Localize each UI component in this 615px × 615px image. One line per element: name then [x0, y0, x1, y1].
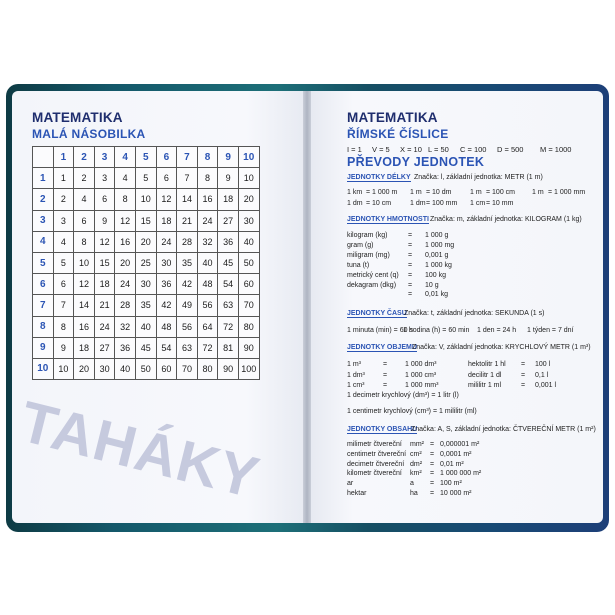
- table-cell: 6: [74, 210, 95, 231]
- area-cell: centimetr čtvereční: [347, 450, 407, 458]
- area-cell: dm²: [410, 460, 423, 468]
- volume-cell: decilitr 1 dl: [468, 371, 502, 379]
- table-cell: 3: [53, 210, 74, 231]
- table-row-header: 4: [33, 231, 54, 252]
- table-cell: 6: [156, 168, 177, 189]
- table-cell: 3: [94, 168, 115, 189]
- table-header-cell: [33, 147, 54, 168]
- table-cell: 72: [197, 337, 218, 358]
- table-cell: 30: [156, 252, 177, 273]
- table-cell: 100: [238, 358, 259, 379]
- table-cell: 50: [135, 358, 156, 379]
- area-cell: =: [430, 470, 435, 478]
- table-cell: 27: [218, 210, 239, 231]
- time-item: 1 týden = 7 dní: [527, 327, 574, 334]
- table-cell: 8: [53, 316, 74, 337]
- table-row-header: 1: [33, 168, 54, 189]
- area-cell: 10 000 m²: [440, 490, 472, 497]
- table-cell: 18: [74, 337, 95, 358]
- volume-cell: =: [383, 361, 388, 368]
- table-cell: 27: [94, 337, 115, 358]
- volume-note-litre: 1 decimetr krychlový (dm³) = 1 litr (l): [347, 392, 459, 399]
- conversions-title: PŘEVODY JEDNOTEK: [347, 155, 485, 169]
- area-cell: milimetr čtvereční: [347, 441, 402, 448]
- table-cell: 32: [115, 316, 136, 337]
- table-cell: 30: [94, 358, 115, 379]
- length-cell: 1 m: [470, 189, 482, 196]
- table-cell: 6: [53, 274, 74, 295]
- table-cell: 56: [177, 316, 198, 337]
- table-cell: 36: [115, 337, 136, 358]
- table-cell: 42: [156, 295, 177, 316]
- table-cell: 16: [115, 231, 136, 252]
- table-cell: 72: [218, 316, 239, 337]
- multiplication-table: [32, 146, 260, 380]
- volume-section-label: JEDNOTKY OBJEMU: [347, 344, 417, 351]
- table-cell: 9: [94, 210, 115, 231]
- table-cell: 49: [177, 295, 198, 316]
- table-cell: 20: [135, 231, 156, 252]
- table-cell: 18: [156, 210, 177, 231]
- table-cell: 15: [94, 252, 115, 273]
- length-cell: = 10 dm: [426, 189, 452, 196]
- length-cell: 1 km: [347, 189, 363, 196]
- table-cell: 70: [238, 295, 259, 316]
- area-cell: =: [430, 490, 435, 497]
- area-cell: decimetr čtvereční: [347, 460, 405, 468]
- volume-cell: 1 000 dm³: [405, 361, 437, 368]
- time-section-label: JEDNOTKY ČASU: [347, 310, 407, 317]
- mass-equals: =: [408, 271, 413, 279]
- area-cell: =: [430, 480, 435, 488]
- table-cell: 4: [115, 168, 136, 189]
- roman-numeral: D = 500: [497, 145, 524, 154]
- table-cell: 90: [238, 337, 259, 358]
- volume-cell: =: [521, 371, 526, 379]
- table-cell: 45: [135, 337, 156, 358]
- mass-section-label: JEDNOTKY HMOTNOSTI: [347, 216, 429, 223]
- volume-cell: 0,001 l: [535, 382, 557, 389]
- roman-numeral: I = 1: [347, 145, 362, 154]
- area-cell: =: [430, 450, 435, 458]
- table-row: [33, 210, 260, 231]
- area-cell: km²: [410, 470, 422, 478]
- area-cell: =: [430, 441, 435, 448]
- table-cell: 16: [197, 189, 218, 210]
- volume-section-desc: Značka: V, základní jednotka: KRYCHLOVÝ METR (1 m³): [412, 344, 591, 351]
- table-cell: 54: [218, 274, 239, 295]
- length-cell: = 1 000 mm: [548, 189, 586, 196]
- table-cell: 8: [74, 231, 95, 252]
- area-cell: 1 000 000 m²: [440, 470, 482, 478]
- area-cell: 0,000001 m²: [440, 441, 480, 448]
- table-cell: 21: [94, 295, 115, 316]
- table-cell: 35: [177, 252, 198, 273]
- table-cell: 20: [74, 358, 95, 379]
- table-cell: 2: [74, 168, 95, 189]
- table-cell: 81: [218, 337, 239, 358]
- table-row: [33, 168, 260, 189]
- table-cell: 80: [197, 358, 218, 379]
- table-header-cell: 10: [238, 147, 259, 168]
- watermark: TAHÁKY: [14, 388, 266, 511]
- volume-cell: 1 000 mm³: [405, 382, 439, 389]
- mass-unit: metrický cent (q): [347, 271, 399, 279]
- mass-equals: =: [408, 251, 413, 259]
- table-cell: 42: [177, 274, 198, 295]
- volume-cell: 1 dm³: [347, 371, 365, 379]
- area-cell: cm²: [410, 450, 422, 458]
- table-row-header: 10: [33, 358, 54, 379]
- table-cell: 12: [94, 231, 115, 252]
- length-section-label: JEDNOTKY DÉLKY: [347, 174, 411, 181]
- table-row: [33, 295, 260, 316]
- left-page-subtitle: MALÁ NÁSOBILKA: [32, 127, 146, 141]
- volume-cell: =: [521, 382, 526, 389]
- length-cell: 1 m: [410, 189, 422, 196]
- mass-value: 1 000 mg: [425, 241, 455, 249]
- table-cell: 30: [135, 274, 156, 295]
- table-header-cell: 3: [94, 147, 115, 168]
- table-cell: 14: [177, 189, 198, 210]
- area-cell: kilometr čtvereční: [347, 470, 402, 478]
- table-cell: 80: [238, 316, 259, 337]
- table-cell: 28: [177, 231, 198, 252]
- volume-cell: =: [383, 382, 388, 389]
- volume-cell: 0,1 l: [535, 371, 549, 379]
- table-header-cell: 1: [53, 147, 74, 168]
- table-header-cell: 8: [197, 147, 218, 168]
- mass-unit: tuna (t): [347, 261, 370, 269]
- area-cell: a: [410, 480, 414, 488]
- length-cell: 1 dm: [410, 200, 426, 207]
- table-cell: 4: [74, 189, 95, 210]
- volume-cell: 100 l: [535, 361, 551, 368]
- table-cell: 9: [218, 168, 239, 189]
- table-cell: 9: [53, 337, 74, 358]
- mass-equals: =: [408, 291, 413, 299]
- area-cell: hektar: [347, 490, 367, 497]
- volume-cell: =: [383, 371, 388, 379]
- table-cell: 8: [197, 168, 218, 189]
- table-cell: 16: [74, 316, 95, 337]
- length-cell: = 100 cm: [486, 189, 515, 196]
- table-cell: 60: [238, 274, 259, 295]
- mass-section-desc: Značka: m, základní jednotka: KILOGRAM (1 kg): [430, 216, 582, 223]
- area-cell: ar: [347, 480, 354, 488]
- table-header-cell: 9: [218, 147, 239, 168]
- area-section-label: JEDNOTKY OBSAHU: [347, 426, 418, 433]
- table-cell: 24: [115, 274, 136, 295]
- roman-numeral: C = 100: [460, 145, 487, 154]
- mass-value: 10 g: [425, 281, 439, 289]
- table-cell: 6: [94, 189, 115, 210]
- roman-numeral: M = 1000: [540, 145, 572, 154]
- mass-unit: kilogram (kg): [347, 232, 388, 239]
- table-cell: 10: [53, 358, 74, 379]
- left-page-title: MATEMATIKA: [32, 110, 123, 125]
- volume-cell: hektolitr 1 hl: [468, 361, 506, 368]
- table-row-header: 9: [33, 337, 54, 358]
- volume-cell: 1 m³: [347, 361, 361, 368]
- table-cell: 48: [156, 316, 177, 337]
- table-row-header: 7: [33, 295, 54, 316]
- table-cell: 36: [218, 231, 239, 252]
- table-row-header: 3: [33, 210, 54, 231]
- table-cell: 48: [197, 274, 218, 295]
- table-cell: 7: [177, 168, 198, 189]
- mass-unit: dekagram (dkg): [347, 281, 397, 289]
- area-cell: ha: [410, 490, 418, 497]
- table-header-cell: 7: [177, 147, 198, 168]
- mass-value: 0,01 kg: [425, 291, 448, 299]
- table-header-cell: 4: [115, 147, 136, 168]
- table-row: [33, 358, 260, 379]
- mass-equals: =: [408, 232, 413, 239]
- roman-numeral: V = 5: [372, 145, 390, 154]
- table-header-cell: 5: [135, 147, 156, 168]
- volume-cell: mililitr 1 ml: [468, 382, 502, 389]
- right-page-title: MATEMATIKA: [347, 110, 438, 125]
- table-row: [33, 337, 260, 358]
- mass-equals: =: [408, 261, 413, 269]
- area-cell: mm²: [410, 441, 424, 448]
- table-cell: 40: [197, 252, 218, 273]
- table-cell: 12: [74, 274, 95, 295]
- time-item: 1 den = 24 h: [477, 327, 517, 334]
- table-cell: 5: [53, 252, 74, 273]
- table-cell: 24: [156, 231, 177, 252]
- table-cell: 45: [218, 252, 239, 273]
- roman-numeral: L = 50: [428, 145, 449, 154]
- table-cell: 56: [197, 295, 218, 316]
- area-cell: 100 m²: [440, 480, 462, 488]
- table-row-header: 6: [33, 274, 54, 295]
- table-cell: 10: [135, 189, 156, 210]
- mass-value: 100 kg: [425, 271, 447, 279]
- table-cell: 24: [94, 316, 115, 337]
- time-item: 1 minuta (min) = 60 s: [347, 327, 413, 334]
- length-cell: 1 cm: [470, 200, 486, 207]
- area-cell: 0,0001 m²: [440, 450, 472, 458]
- table-cell: 25: [135, 252, 156, 273]
- length-cell: = 1 000 m: [366, 189, 398, 196]
- mass-unit: gram (g): [347, 241, 374, 249]
- table-cell: 18: [218, 189, 239, 210]
- mass-equals: =: [408, 241, 413, 249]
- time-item: 1 hodina (h) = 60 min: [403, 327, 470, 334]
- table-header-cell: 2: [74, 147, 95, 168]
- table-cell: 15: [135, 210, 156, 231]
- table-cell: 36: [156, 274, 177, 295]
- length-cell: 1 m: [532, 189, 544, 196]
- table-row-header: 5: [33, 252, 54, 273]
- table-cell: 12: [156, 189, 177, 210]
- table-row: [33, 252, 260, 273]
- table-cell: 12: [115, 210, 136, 231]
- mass-value: 0,001 g: [425, 251, 449, 259]
- table-cell: 20: [238, 189, 259, 210]
- table-cell: 8: [115, 189, 136, 210]
- table-row-header: 2: [33, 189, 54, 210]
- volume-cell: 1 000 cm³: [405, 371, 437, 379]
- table-cell: 21: [177, 210, 198, 231]
- table-row: [33, 316, 260, 337]
- table-cell: 10: [238, 168, 259, 189]
- table-cell: 40: [115, 358, 136, 379]
- table-cell: 40: [135, 316, 156, 337]
- length-section-desc: Značka: l, základní jednotka: METR (1 m): [414, 174, 543, 181]
- length-cell: = 10 mm: [486, 200, 514, 207]
- roman-numeral: X = 10: [400, 145, 422, 154]
- table-cell: 10: [74, 252, 95, 273]
- table-cell: 40: [238, 231, 259, 252]
- volume-cell: 1 cm³: [347, 382, 365, 389]
- table-cell: 64: [197, 316, 218, 337]
- roman-numerals-title: ŘÍMSKÉ ČÍSLICE: [347, 127, 449, 141]
- time-section-desc: Značka: t, základní jednotka: SEKUNDA (1 s): [404, 310, 545, 317]
- mass-unit: miligram (mg): [347, 251, 390, 259]
- table-cell: 54: [156, 337, 177, 358]
- table-header-row: [33, 147, 260, 168]
- length-cell: = 10 cm: [366, 200, 392, 207]
- table-cell: 4: [53, 231, 74, 252]
- table-header-cell: 6: [156, 147, 177, 168]
- mass-value: 1 000 kg: [425, 261, 452, 269]
- table-cell: 2: [53, 189, 74, 210]
- table-cell: 20: [115, 252, 136, 273]
- length-cell: = 100 mm: [426, 200, 458, 207]
- table-cell: 63: [218, 295, 239, 316]
- table-cell: 18: [94, 274, 115, 295]
- volume-cell: =: [521, 361, 526, 368]
- volume-note-millilitre: 1 centimetr krychlový (cm³) = 1 mililitr (ml): [347, 408, 477, 415]
- table-cell: 14: [74, 295, 95, 316]
- table-cell: 60: [156, 358, 177, 379]
- table-cell: 24: [197, 210, 218, 231]
- length-cell: 1 dm: [347, 200, 363, 207]
- table-cell: 1: [53, 168, 74, 189]
- page-spine: [303, 91, 311, 523]
- table-cell: 30: [238, 210, 259, 231]
- table-cell: 63: [177, 337, 198, 358]
- table-cell: 70: [177, 358, 198, 379]
- mass-equals: =: [408, 281, 413, 289]
- area-cell: 0,01 m²: [440, 460, 464, 468]
- table-cell: 50: [238, 252, 259, 273]
- table-cell: 32: [197, 231, 218, 252]
- area-section-desc: Značka: A, S, základní jednotka: ČTVEREČNÍ METR (1 m²): [411, 426, 596, 433]
- table-row: [33, 274, 260, 295]
- table-cell: 7: [53, 295, 74, 316]
- mass-value: 1 000 g: [425, 232, 449, 239]
- table-row-header: 8: [33, 316, 54, 337]
- table-row: [33, 231, 260, 252]
- area-cell: =: [430, 460, 435, 468]
- table-cell: 90: [218, 358, 239, 379]
- table-cell: 5: [135, 168, 156, 189]
- table-row: [33, 189, 260, 210]
- table-cell: 35: [135, 295, 156, 316]
- table-cell: 28: [115, 295, 136, 316]
